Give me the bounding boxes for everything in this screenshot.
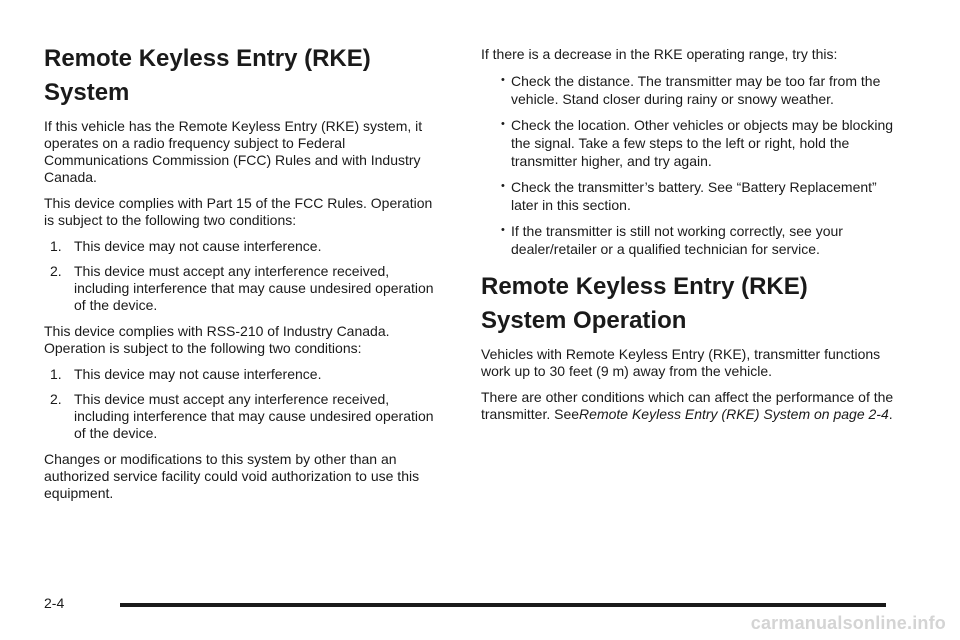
bullet-icon: • <box>501 118 505 130</box>
right-column <box>481 46 901 432</box>
cross-reference-link[interactable]: Remote Keyless Entry (RKE) System on page 2-4 <box>579 406 889 422</box>
title-line-1: Remote Keyless Entry (RKE) <box>481 273 808 300</box>
watermark: carmanualsonline.info <box>750 613 946 633</box>
fcc-conditions-list <box>44 238 444 314</box>
conditions-paragraph: There are other conditions which can affect the performance of the transmitter. SeeRemote Keyless Entry (RKE) System on page 2-4. <box>481 389 894 422</box>
ic-paragraph: This device complies with RSS-210 of Industry Canada. Operation is subject to the following two conditions: <box>44 323 390 356</box>
closing-paragraph: Changes or modifications to this system by other than an authorized service facility could void authorization to use this equipment. <box>44 451 420 501</box>
section-title-rke-system <box>44 42 444 110</box>
list-item: • Check the distance. The transmitter may be too far from the vehicle. Stand closer during rainy or snowy weather. <box>501 73 881 107</box>
title-line-1: Remote Keyless Entry (RKE) <box>44 45 371 72</box>
title-line-2: System Operation <box>481 307 687 334</box>
title-line-2: System <box>44 79 130 106</box>
range-tips-list <box>481 72 901 258</box>
list-item: 1. This device may not cause interference. <box>50 366 322 382</box>
bullet-icon: • <box>501 224 505 236</box>
intro-paragraph: If this vehicle has the Remote Keyless Entry (RKE) system, it operates on a radio frequency subject to Federal Communications Commission (FCC) Rules and with Industry Canada. <box>44 118 423 185</box>
list-item: • If the transmitter is still not working correctly, see your dealer/retailer or a qualified technician for service. <box>501 223 843 257</box>
footer-divider <box>120 603 886 607</box>
list-item: 1. This device may not cause interference. <box>50 238 322 254</box>
list-item: • Check the transmitter’s battery. See “Battery Replacement” later in this section. <box>501 179 877 213</box>
bullet-icon: • <box>501 74 505 86</box>
list-item: 2. This device must accept any interference received, including interference that may cause undesired operation of the device. <box>50 391 434 441</box>
range-intro-paragraph: If there is a decrease in the RKE operating range, try this: <box>481 46 838 62</box>
operation-paragraph: Vehicles with Remote Keyless Entry (RKE), transmitter functions work up to 30 feet (9 m) away from the vehicle. <box>481 346 881 379</box>
list-item: • Check the location. Other vehicles or objects may be blocking the signal. Take a few steps to the left or right, hold the transmitter higher, and try again. <box>501 117 894 169</box>
ic-conditions-list <box>44 366 444 442</box>
fcc-paragraph: This device complies with Part 15 of the FCC Rules. Operation is subject to the following two conditions: <box>44 195 433 228</box>
page-number: 2-4 <box>44 595 65 611</box>
bullet-icon: • <box>501 180 505 192</box>
list-item: 2. This device must accept any interference received, including interference that may cause undesired operation of the device. <box>50 263 434 313</box>
section-title-rke-operation <box>481 270 901 338</box>
left-column <box>44 42 444 511</box>
